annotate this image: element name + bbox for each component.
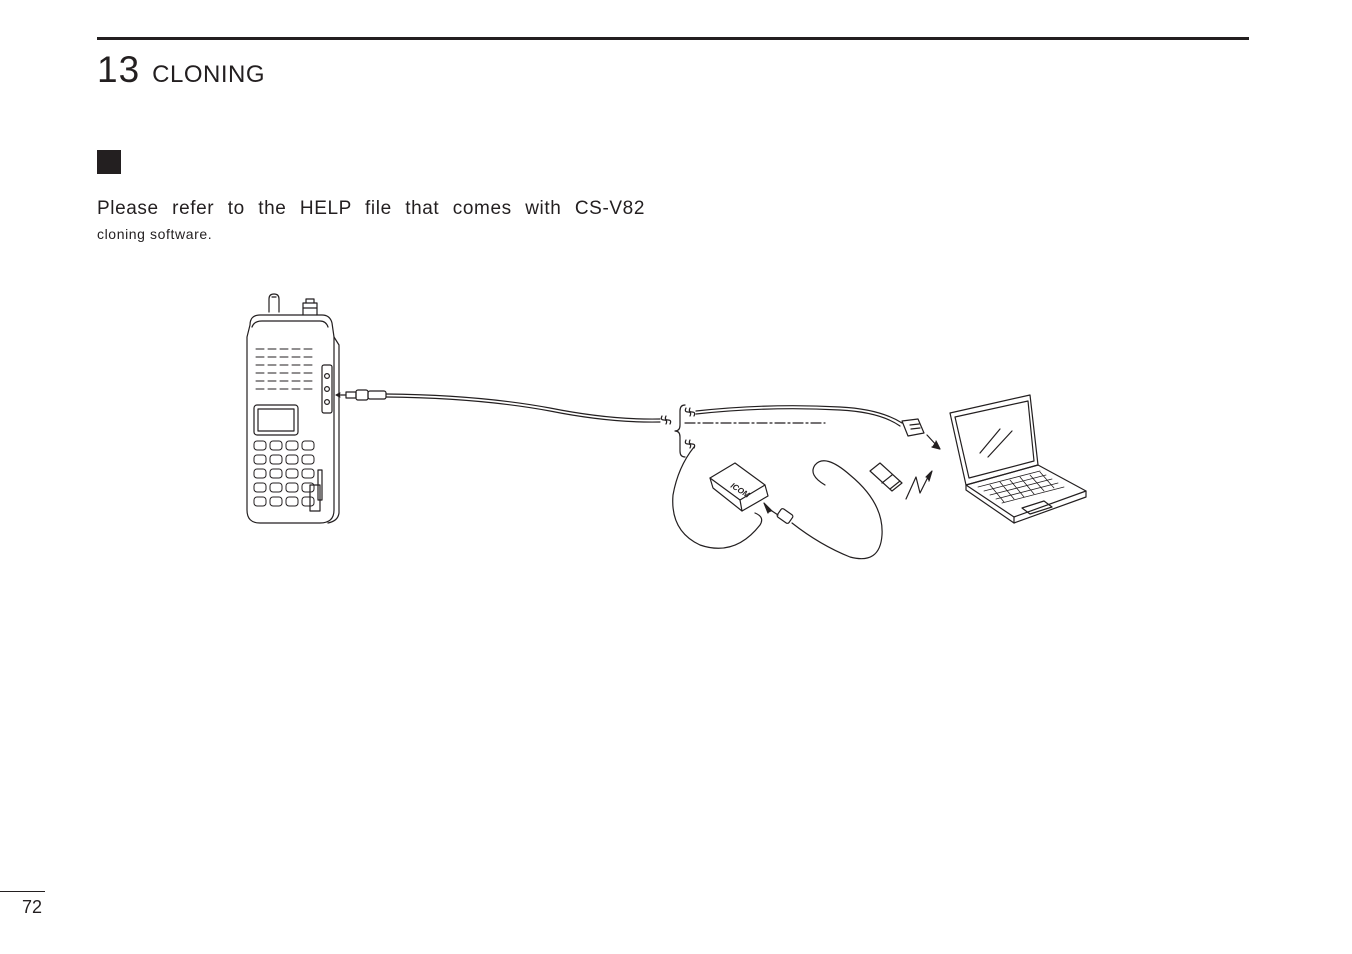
- laptop-illustration: [950, 395, 1086, 523]
- chapter-title: CLONING: [152, 61, 266, 88]
- chapter-heading: [97, 50, 265, 95]
- instruction-text-line1: Please refer to the HELP file that comes with CS-V82: [97, 198, 645, 219]
- chapter-number: 13: [97, 49, 141, 90]
- cloning-diagram: [230, 285, 1100, 575]
- usb-cable-interface: [673, 447, 932, 559]
- serial-cable: [696, 406, 940, 449]
- cable-alternatives-bracket: [675, 405, 825, 457]
- section-square-icon: [97, 150, 121, 174]
- transceiver-illustration: [247, 294, 339, 523]
- header-rule: [97, 37, 1249, 40]
- instruction-text-line2: cloning software.: [97, 226, 213, 242]
- page-number: 72: [22, 897, 43, 917]
- footer-rule: [0, 891, 45, 892]
- interface-brand-label: ICOM: [728, 481, 752, 500]
- radio-plug-cable: [336, 390, 671, 424]
